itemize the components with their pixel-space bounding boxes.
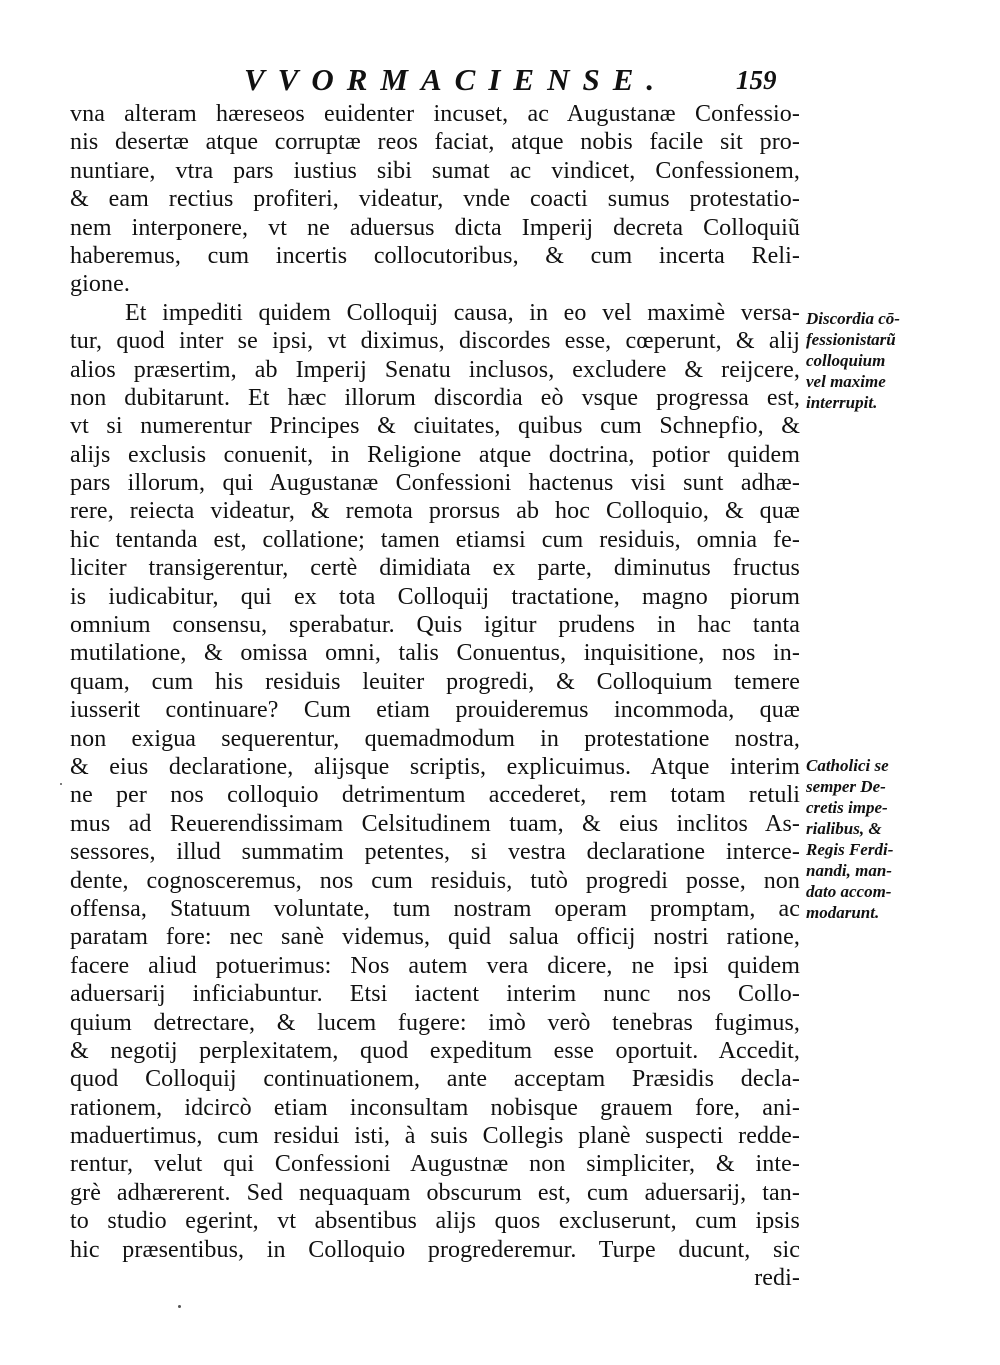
margin-note-line: semper De- (806, 777, 886, 796)
margin-note-line: Regis Ferdi- (806, 840, 894, 859)
text-line: quam, cum his residuis leuiter progredi, & Colloquium temere (70, 668, 800, 695)
text-line: aduersarij inficiabuntur. Etsi iactent interim nunc nos Collo- (70, 981, 800, 1008)
margin-note-line: interrupit. (806, 393, 878, 412)
margin-note-discordia (806, 308, 946, 413)
text-line: nuntiare, vtra pars iustius sibi sumat ac vindicet, Confessionem, (70, 157, 800, 184)
text-line: is iudicabitur, qui ex tota Colloquij tractatione, magno piorum (70, 583, 800, 610)
text-line: non exigua sequerentur, quemadmodum in protestatione nostra, (70, 725, 800, 752)
text-line: quium detrectare, & lucem fugere: imò verò tenebras fugimus, (70, 1009, 800, 1036)
text-line: pars illorum, qui Augustanæ Confessioni hactenus visi sunt adhæ- (70, 470, 800, 497)
text-line: ne per nos colloquio detrimentum accederet, rem totam retuli (70, 782, 800, 809)
running-head: VVORMACIENSE. (244, 62, 668, 97)
text-line: hic præsentibus, in Colloquio progrederemur. Turpe ducunt, sic (70, 1236, 800, 1263)
catchword: redi- (754, 1265, 800, 1292)
text-line: hic tentanda est, collatione; tamen etiamsi cum residuis, omnia fe- (70, 526, 800, 553)
text-line: & eam rectius profiteri, videatur, vnde coacti sumus protestatio- (70, 186, 800, 213)
margin-note-line: vel maxime (806, 372, 886, 391)
text-line: liciter transigerentur, certè dimidiata ex parte, diminutus fructus (70, 555, 800, 582)
text-line: vt si numerentur Principes & ciuitates, quibus cum Schnepfio, & (70, 413, 800, 440)
text-line: & eius declaratione, alijsque scriptis, explicuimus. Atque interim (70, 753, 800, 780)
text-line: alijs exclusis conuenit, in Religione atque doctrina, potior quidem (70, 441, 800, 468)
text-line: grè adhærerent. Sed nequaquam obscurum est, cum aduersarij, tan- (70, 1179, 800, 1206)
paper-speck (60, 783, 62, 785)
text-line: sessores, illud summatim petentes, si vestra declaratione interce- (70, 839, 800, 866)
text-line: facere aliud potuerimus: Nos autem vera dicere, ne ipsi quidem (70, 952, 800, 979)
text-line: iusserit continuare? Cum etiam prouideremus incommoda, quæ (70, 697, 800, 724)
text-line: nem interponere, vt ne aduersus dicta Imperij decreta Colloquiũ (70, 214, 800, 241)
margin-note-line: fessionistarũ (806, 330, 896, 349)
text-line: maduertimus, cum residui isti, à suis Collegis planè suspecti redde- (70, 1123, 800, 1150)
margin-note-line: dato accom- (806, 882, 892, 901)
text-line: haberemus, cum incertis collocutoribus, & cum incerta Reli- (70, 242, 800, 269)
text-line: tur, quod inter se ipsi, vt diximus, discordes esse, cœperunt, & alij (70, 328, 800, 355)
margin-note-catholici (806, 755, 946, 923)
text-line: mutilatione, & omissa omni, talis Conuentus, inquisitione, nos in- (70, 640, 800, 667)
text-line: alios præsertim, ab Imperij Senatu inclusos, excludere & reijcere, (70, 356, 800, 383)
margin-note-line: modarunt. (806, 903, 880, 922)
text-line: gione. (70, 271, 130, 298)
margin-note-line: colloquium (806, 351, 886, 370)
text-line: & negotij perplexitatem, quod expeditum esse oportuit. Accedit, (70, 1037, 800, 1064)
text-line: rationem, idcircò etiam inconsultam nobisque grauem fore, ani- (70, 1094, 800, 1121)
text-line: vna alteram hæreseos euidenter incuset, ac Augustanæ Confessio- (70, 101, 800, 127)
text-line: to studio egerint, vt absentibus alijs quos excluserunt, cum ipsis (70, 1208, 800, 1235)
page-header (0, 60, 1000, 100)
paper-speck (178, 1305, 181, 1308)
paragraph-start-line: Et impediti quidem Colloquij causa, in eo vel maximè versa- (125, 299, 800, 326)
text-line: mus ad Reuerendissimam Celsitudinem tuam, & eius inclitos As- (70, 810, 800, 837)
main-text-block (70, 100, 800, 1292)
margin-note-line: Discordia cō- (806, 309, 900, 328)
text-line: offensa, Statuum voluntate, tum nostram operam promptam, ac (70, 895, 800, 922)
margin-note-line: Catholici se (806, 756, 889, 775)
text-line: paratam fore: nec sanè videmus, quid salua officij nostri ratione, (70, 924, 800, 951)
margin-note-line: rialibus, & (806, 819, 882, 838)
margin-note-line: cretis impe- (806, 798, 888, 817)
text-line: dente, cognosceremus, nos cum residuis, tutò progredi posse, non (70, 867, 800, 894)
text-line: rentur, velut qui Confessioni Augustnæ non simpliciter, & inte- (70, 1151, 800, 1178)
text-line: non dubitarunt. Et hæc illorum discordia eò vsque progressa est, (70, 384, 800, 411)
text-line: rere, reiecta videatur, & remota prorsus ab hoc Colloquio, & quæ (70, 498, 800, 525)
text-line: omnium consensu, sperabatur. Quis igitur prudens in hac tanta (70, 612, 800, 639)
margin-note-line: nandi, man- (806, 861, 892, 880)
text-line: nis desertæ atque corruptæ reos faciat, atque nobis facile sit pro- (70, 129, 800, 156)
text-line: quod Colloquij continuationem, ante acceptam Præsidis decla- (70, 1066, 800, 1093)
page-number: 159 (736, 65, 777, 95)
